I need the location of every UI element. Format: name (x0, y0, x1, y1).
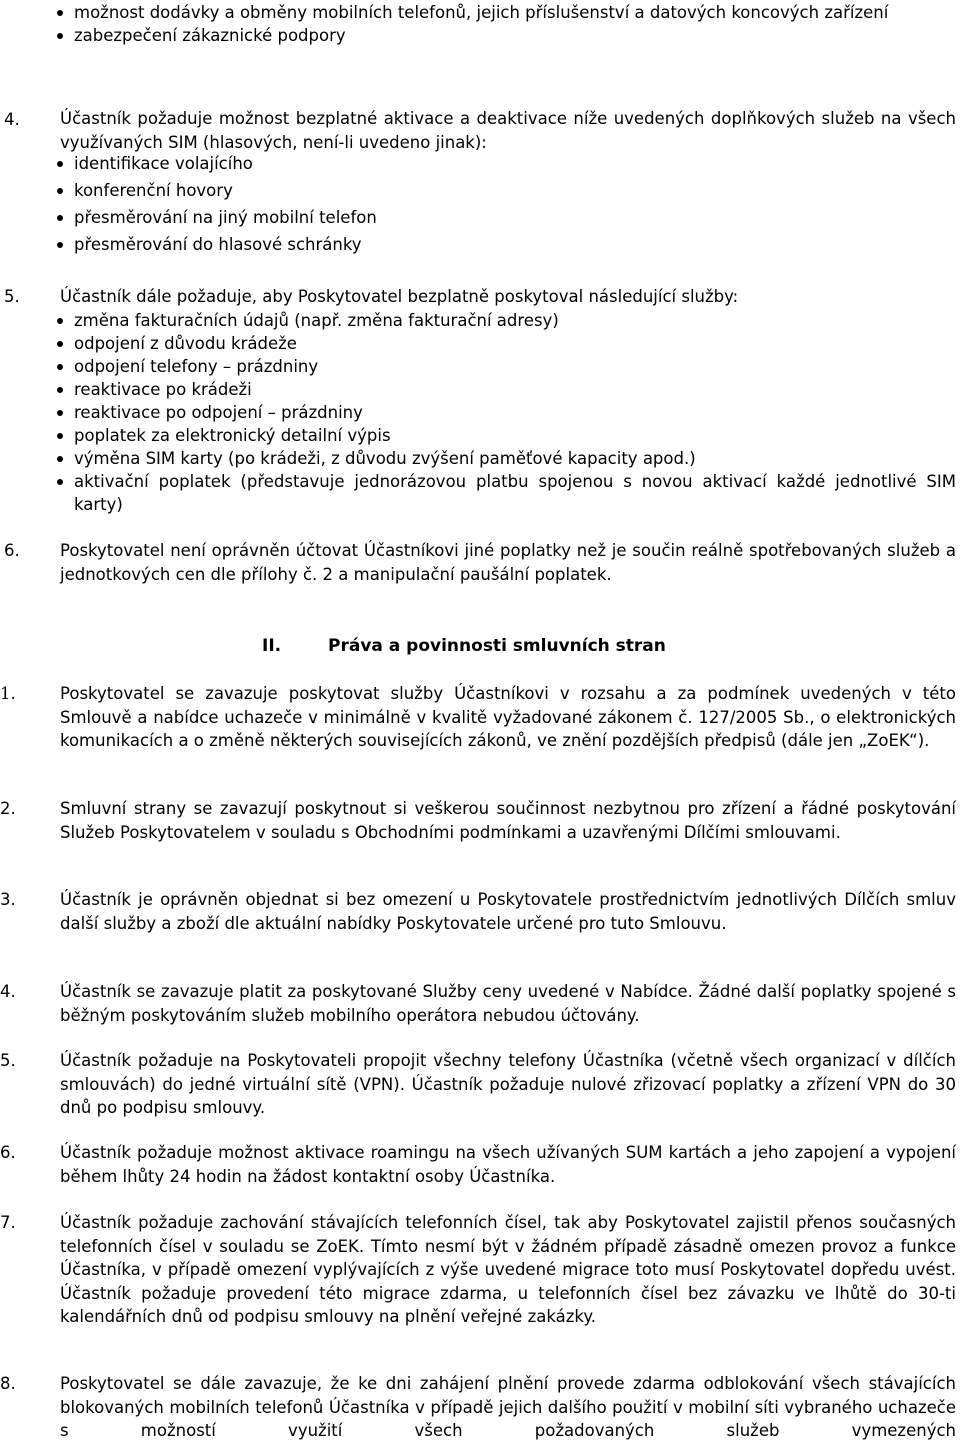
item-number: 4. (4, 110, 20, 129)
list-item: reaktivace po odpojení – prázdniny (54, 401, 956, 424)
section-number: II. (262, 636, 282, 656)
paragraph: Účastník požaduje možnost bezplatné aktivace a deaktivace níže uvedených doplňkových služeb na všech využívaných SIM (hlasových, není-li uvedeno jinak): (60, 109, 956, 152)
article-text: Účastník požaduje možnost aktivace roamingu na všech užívaných SUM kartách a jeho zapojení a vypojení během lhůty 24 hodin na žádost kontaktní osoby Účastníka. (60, 1143, 956, 1186)
article-number: 3. (0, 890, 16, 909)
section-heading (262, 634, 666, 658)
item-number: 6. (4, 541, 20, 560)
list-item: možnost dodávky a obměny mobilních telefonů, jejich příslušenství a datových koncových zařízení (54, 1, 944, 24)
list-item: přesměrování na jiný mobilní telefon (54, 206, 956, 229)
item5-bullet-list (54, 309, 956, 516)
list-item: aktivační poplatek (představuje jednorázovou platbu spojenou s novou aktivací každé jednotlivé SIM karty) (54, 470, 956, 516)
article-text: Smluvní strany se zavazují poskytnout si veškerou součinnost nezbytnou pro zřízení a řádné poskytování Služeb Poskytovatelem v souladu s Obchodními podmínkami a uzavřenými Dílčími smlouvami. (60, 799, 956, 842)
list-item: konferenční hovory (54, 179, 956, 202)
list-item: výměna SIM karty (po krádeži, z důvodu zvýšení paměťové kapacity apod.) (54, 447, 956, 470)
article-number: 2. (0, 799, 16, 818)
paragraph: Poskytovatel není oprávněn účtovat Účastníkovi jiné poplatky než je součin reálně spotřebovaných služeb a jednotkových cen dle přílohy č. 2 a manipulační paušální poplatek. (60, 541, 956, 584)
article-number: 7. (0, 1213, 16, 1232)
list-item: zabezpečení zákaznické podpory (54, 24, 956, 47)
article-number: 5. (0, 1051, 16, 1070)
list-item: reaktivace po krádeži (54, 378, 956, 401)
article-number: 6. (0, 1143, 16, 1162)
paragraph: Účastník dále požaduje, aby Poskytovatel bezplatně poskytoval následující služby: (60, 287, 739, 306)
list-item: změna fakturačních údajů (např. změna fakturační adresy) (54, 309, 956, 332)
list-item: identifikace volajícího (54, 152, 956, 175)
article-text: Účastník požaduje na Poskytovateli propojit všechny telefony Účastníka (včetně všech organizací v dílčích smlouvách) do jedné virtuální sítě (VPN). Účastník požaduje nulové zřizovací poplatky a zřízení VPN do 30 dnů po podpisu smlouvy. (60, 1051, 956, 1117)
section-title: Práva a povinnosti smluvních stran (328, 636, 666, 656)
item4-bullet-list (54, 152, 956, 256)
article-text: Účastník požaduje zachování stávajících telefonních čísel, tak aby Poskytovatel zajistil přenos současných telefonních čísel v souladu se ZoEK. Tímto nesmí být v žádném případě zásadně omezen provoz a funkce Účastníka, v případě omezení vyplývajících z výše uvedené migrace toto musí Poskytovatel dopředu uvést. Účastník požaduje provedení této migrace zdarma, u telefonních čísel bez závazku ve lhůtě do 30-ti kalendářních dnů od podpisu smlouvy na plnění veřejné zakázky. (60, 1213, 956, 1326)
list-item: přesměrování do hlasové schránky (54, 233, 956, 256)
article-text: Poskytovatel se zavazuje poskytovat služby Účastníkovi v rozsahu a za podmínek uvedených v této Smlouvě a nabídce uchazeče v minimálně v kvalitě vyžadované zákonem č. 127/2005 Sb., o elektronických komunikacích a o změně některých souvisejících zákonů, ve znění pozdějších předpisů (dále jen „ZoEK“). (60, 684, 956, 750)
list-item: odpojení z důvodu krádeže (54, 332, 956, 355)
article-text: Poskytovatel se dále zavazuje, že ke dni zahájení plnění provede zdarma odblokování všech stávajících blokovaných mobilních telefonů Účastníka v případě jejich dalšího použití v mobilní síti vybraného uchazeče s možností využití všech požadovaných služeb vymezených (60, 1374, 956, 1440)
article-number: 4. (0, 982, 16, 1001)
top-bullet-list (54, 1, 956, 47)
article-text: Účastník se zavazuje platit za poskytované Služby ceny uvedené v Nabídce. Žádné další poplatky spojené s běžným poskytováním služeb mobilního operátora nebudou účtovány. (60, 982, 956, 1025)
item-number: 5. (4, 287, 20, 306)
article-number: 1. (0, 684, 16, 703)
list-item: odpojení telefony – prázdniny (54, 355, 956, 378)
article-text: Účastník je oprávněn objednat si bez omezení u Poskytovatele prostřednictvím jednotlivých Dílčích smluv další služby a zboží dle aktuální nabídky Poskytovatele určené pro tuto Smlouvu. (60, 890, 956, 933)
article-number: 8. (0, 1374, 16, 1393)
list-item: poplatek za elektronický detailní výpis (54, 424, 956, 447)
